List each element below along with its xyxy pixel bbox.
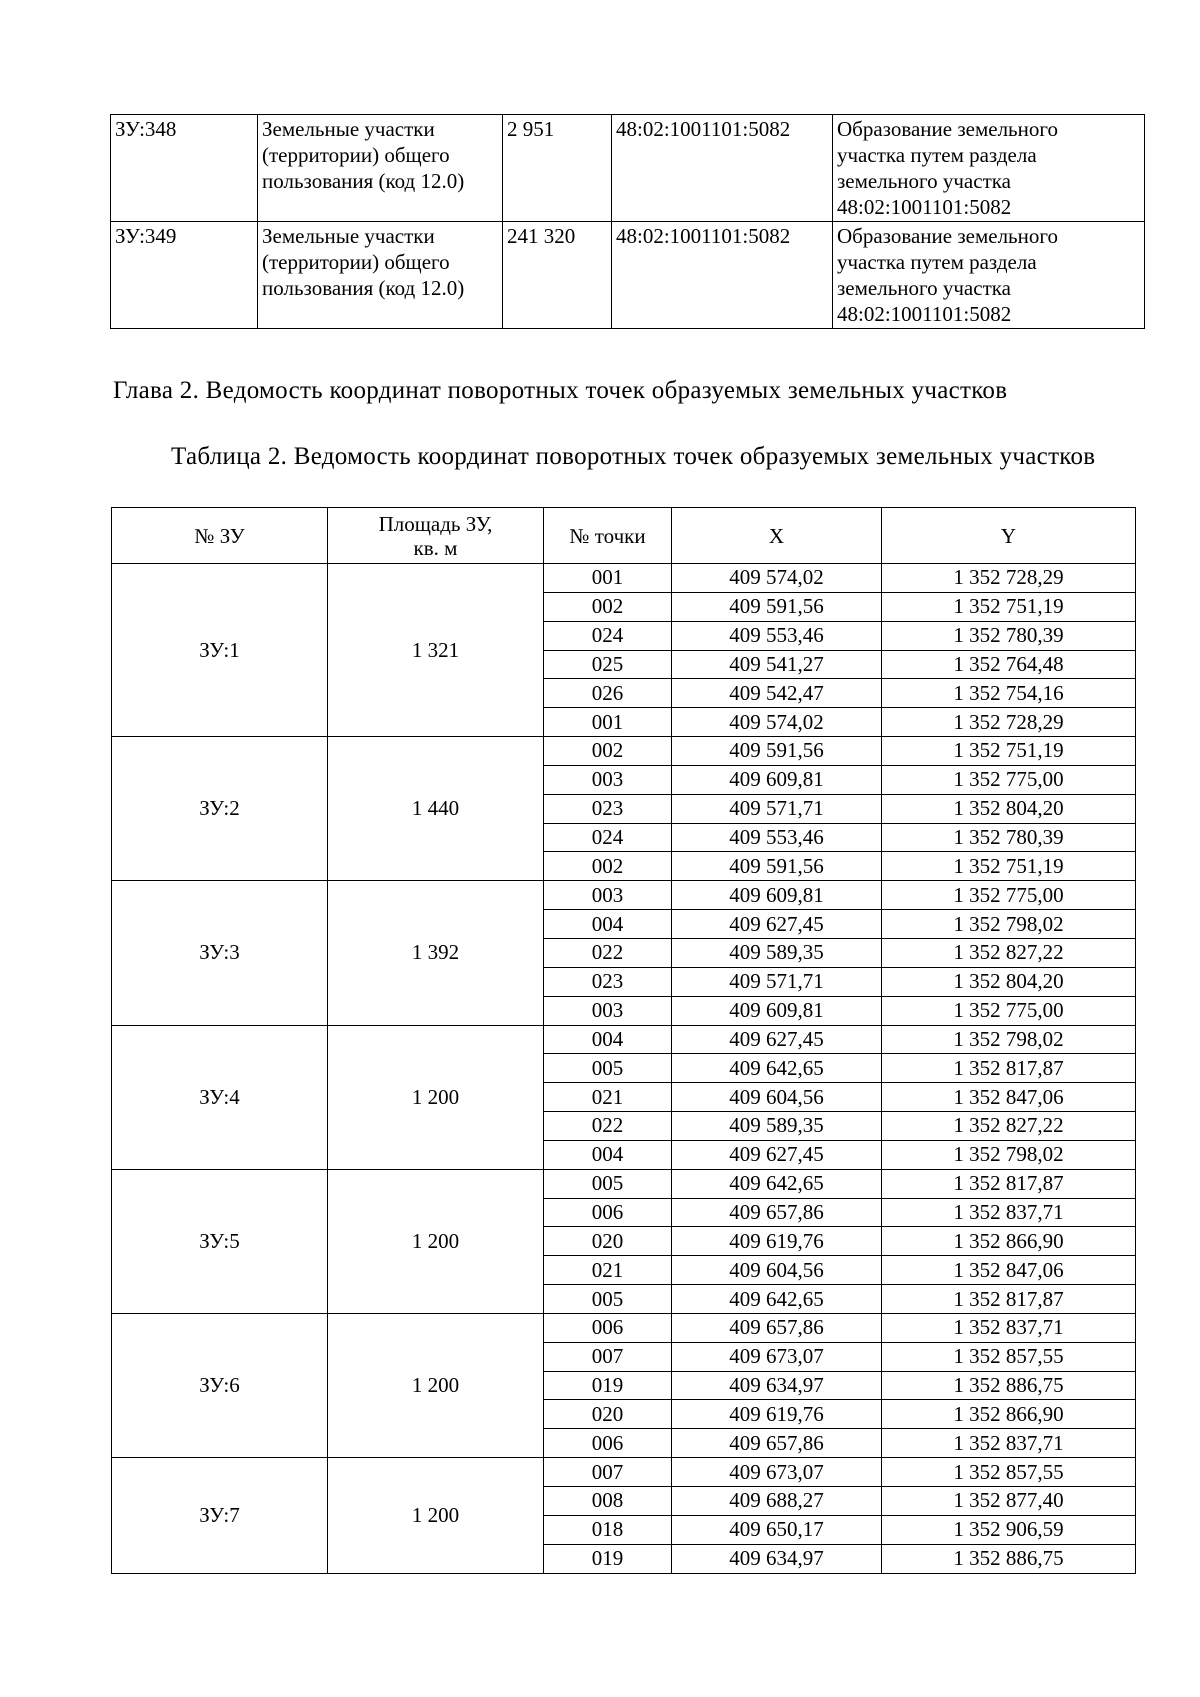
formation-method-cell <box>833 115 1145 222</box>
x-coordinate-cell: 409 589,35 <box>672 938 882 967</box>
coordinates-header-row <box>112 508 1136 564</box>
chapter-heading: Глава 2. Ведомость координат поворотных точек образуемых земельных участков <box>113 377 1008 404</box>
x-coordinate-cell: 409 642,65 <box>672 1285 882 1314</box>
y-coordinate-cell: 1 352 775,00 <box>882 765 1136 794</box>
x-coordinate-cell: 409 657,86 <box>672 1198 882 1227</box>
land-use-row <box>111 115 1145 222</box>
point-number-cell: 004 <box>544 1025 672 1054</box>
x-coordinate-cell: 409 657,86 <box>672 1429 882 1458</box>
table-row <box>112 1458 1136 1487</box>
point-number-cell: 006 <box>544 1429 672 1458</box>
x-coordinate-cell: 409 609,81 <box>672 881 882 910</box>
table-row <box>112 1025 1136 1054</box>
land-use-line: Земельные участки <box>262 224 435 248</box>
x-coordinate-cell: 409 642,65 <box>672 1169 882 1198</box>
formation-method-cell <box>833 222 1145 329</box>
plot-area-cell: 1 321 <box>328 564 544 737</box>
y-coordinate-cell: 1 352 857,55 <box>882 1342 1136 1371</box>
point-number-cell: 005 <box>544 1054 672 1083</box>
x-coordinate-cell: 409 542,47 <box>672 679 882 708</box>
y-coordinate-cell: 1 352 877,40 <box>882 1487 1136 1516</box>
y-coordinate-cell: 1 352 804,20 <box>882 967 1136 996</box>
point-number-cell: 020 <box>544 1227 672 1256</box>
x-coordinate-cell: 409 604,56 <box>672 1256 882 1285</box>
header-area <box>328 508 544 564</box>
header-y: Y <box>882 508 1136 564</box>
x-coordinate-cell: 409 619,76 <box>672 1400 882 1429</box>
point-number-cell: 024 <box>544 823 672 852</box>
y-coordinate-cell: 1 352 866,90 <box>882 1227 1136 1256</box>
point-number-cell: 006 <box>544 1313 672 1342</box>
table-row <box>112 737 1136 766</box>
coordinates-table-body <box>112 564 1136 1574</box>
y-coordinate-cell: 1 352 906,59 <box>882 1515 1136 1544</box>
plot-area-cell: 1 440 <box>328 737 544 881</box>
table-row <box>112 1169 1136 1198</box>
point-number-cell: 020 <box>544 1400 672 1429</box>
x-coordinate-cell: 409 627,45 <box>672 1140 882 1169</box>
y-coordinate-cell: 1 352 798,02 <box>882 910 1136 939</box>
plot-number-cell: ЗУ:1 <box>112 564 328 737</box>
point-number-cell: 004 <box>544 1140 672 1169</box>
formation-method-line: земельного участка <box>837 276 1011 300</box>
x-coordinate-cell: 409 553,46 <box>672 823 882 852</box>
y-coordinate-cell: 1 352 775,00 <box>882 996 1136 1025</box>
point-number-cell: 019 <box>544 1371 672 1400</box>
x-coordinate-cell: 409 571,71 <box>672 967 882 996</box>
point-number-cell: 006 <box>544 1198 672 1227</box>
x-coordinate-cell: 409 650,17 <box>672 1515 882 1544</box>
formation-method-line: участка путем раздела <box>837 250 1037 274</box>
plot-area-cell: 2 951 <box>503 115 612 222</box>
land-use-row <box>111 222 1145 329</box>
x-coordinate-cell: 409 634,97 <box>672 1371 882 1400</box>
table-row <box>112 564 1136 593</box>
x-coordinate-cell: 409 634,97 <box>672 1544 882 1573</box>
y-coordinate-cell: 1 352 751,19 <box>882 737 1136 766</box>
plot-number-cell: ЗУ:6 <box>112 1313 328 1457</box>
x-coordinate-cell: 409 604,56 <box>672 1083 882 1112</box>
point-number-cell: 023 <box>544 794 672 823</box>
point-number-cell: 007 <box>544 1342 672 1371</box>
y-coordinate-cell: 1 352 754,16 <box>882 679 1136 708</box>
point-number-cell: 001 <box>544 564 672 593</box>
point-number-cell: 002 <box>544 592 672 621</box>
point-number-cell: 021 <box>544 1083 672 1112</box>
y-coordinate-cell: 1 352 817,87 <box>882 1169 1136 1198</box>
plot-area-cell: 1 200 <box>328 1025 544 1169</box>
point-number-cell: 003 <box>544 881 672 910</box>
y-coordinate-cell: 1 352 780,39 <box>882 823 1136 852</box>
table-row <box>112 1313 1136 1342</box>
x-coordinate-cell: 409 688,27 <box>672 1487 882 1516</box>
plot-area-cell: 1 200 <box>328 1313 544 1457</box>
x-coordinate-cell: 409 642,65 <box>672 1054 882 1083</box>
y-coordinate-cell: 1 352 866,90 <box>882 1400 1136 1429</box>
point-number-cell: 008 <box>544 1487 672 1516</box>
formation-method-line: участка путем раздела <box>837 143 1037 167</box>
land-use-cell <box>258 115 503 222</box>
x-coordinate-cell: 409 609,81 <box>672 765 882 794</box>
formation-method-line: Образование земельного <box>837 117 1058 141</box>
x-coordinate-cell: 409 591,56 <box>672 852 882 881</box>
point-number-cell: 002 <box>544 737 672 766</box>
land-use-line: пользования (код 12.0) <box>262 169 465 193</box>
plot-number-cell: ЗУ:4 <box>112 1025 328 1169</box>
x-coordinate-cell: 409 627,45 <box>672 910 882 939</box>
formation-method-line: 48:02:1001101:5082 <box>837 302 1012 326</box>
point-number-cell: 025 <box>544 650 672 679</box>
plot-number-cell: ЗУ:2 <box>112 737 328 881</box>
formation-method-line: Образование земельного <box>837 224 1058 248</box>
plot-number-cell: ЗУ:5 <box>112 1169 328 1313</box>
x-coordinate-cell: 409 657,86 <box>672 1313 882 1342</box>
y-coordinate-cell: 1 352 751,19 <box>882 592 1136 621</box>
point-number-cell: 019 <box>544 1544 672 1573</box>
plot-id-cell: ЗУ:349 <box>111 222 258 329</box>
coordinates-table <box>111 507 1136 1574</box>
x-coordinate-cell: 409 591,56 <box>672 737 882 766</box>
point-number-cell: 005 <box>544 1169 672 1198</box>
y-coordinate-cell: 1 352 804,20 <box>882 794 1136 823</box>
land-use-line: (территории) общего <box>262 143 450 167</box>
y-coordinate-cell: 1 352 827,22 <box>882 938 1136 967</box>
point-number-cell: 026 <box>544 679 672 708</box>
cadastral-number-cell: 48:02:1001101:5082 <box>612 222 833 329</box>
point-number-cell: 022 <box>544 938 672 967</box>
y-coordinate-cell: 1 352 780,39 <box>882 621 1136 650</box>
point-number-cell: 024 <box>544 621 672 650</box>
plot-number-cell: ЗУ:7 <box>112 1458 328 1573</box>
y-coordinate-cell: 1 352 764,48 <box>882 650 1136 679</box>
x-coordinate-cell: 409 574,02 <box>672 564 882 593</box>
header-point-number: № точки <box>544 508 672 564</box>
land-use-line: пользования (код 12.0) <box>262 276 465 300</box>
y-coordinate-cell: 1 352 728,29 <box>882 708 1136 737</box>
y-coordinate-cell: 1 352 775,00 <box>882 881 1136 910</box>
point-number-cell: 021 <box>544 1256 672 1285</box>
plot-number-cell: ЗУ:3 <box>112 881 328 1025</box>
y-coordinate-cell: 1 352 847,06 <box>882 1256 1136 1285</box>
x-coordinate-cell: 409 627,45 <box>672 1025 882 1054</box>
plot-area-cell: 241 320 <box>503 222 612 329</box>
y-coordinate-cell: 1 352 847,06 <box>882 1083 1136 1112</box>
x-coordinate-cell: 409 574,02 <box>672 708 882 737</box>
x-coordinate-cell: 409 591,56 <box>672 592 882 621</box>
plot-id-cell: ЗУ:348 <box>111 115 258 222</box>
x-coordinate-cell: 409 589,35 <box>672 1112 882 1141</box>
x-coordinate-cell: 409 541,27 <box>672 650 882 679</box>
point-number-cell: 007 <box>544 1458 672 1487</box>
header-x: X <box>672 508 882 564</box>
formation-method-line: 48:02:1001101:5082 <box>837 195 1012 219</box>
plot-area-cell: 1 200 <box>328 1458 544 1573</box>
y-coordinate-cell: 1 352 817,87 <box>882 1285 1136 1314</box>
land-use-table <box>110 114 1145 329</box>
land-use-line: (территории) общего <box>262 250 450 274</box>
land-use-line: Земельные участки <box>262 117 435 141</box>
y-coordinate-cell: 1 352 728,29 <box>882 564 1136 593</box>
point-number-cell: 003 <box>544 765 672 794</box>
y-coordinate-cell: 1 352 837,71 <box>882 1198 1136 1227</box>
point-number-cell: 003 <box>544 996 672 1025</box>
point-number-cell: 002 <box>544 852 672 881</box>
x-coordinate-cell: 409 619,76 <box>672 1227 882 1256</box>
point-number-cell: 018 <box>544 1515 672 1544</box>
formation-method-line: земельного участка <box>837 169 1011 193</box>
x-coordinate-cell: 409 571,71 <box>672 794 882 823</box>
point-number-cell: 001 <box>544 708 672 737</box>
land-use-cell <box>258 222 503 329</box>
cadastral-number-cell: 48:02:1001101:5082 <box>612 115 833 222</box>
table-row <box>112 881 1136 910</box>
y-coordinate-cell: 1 352 886,75 <box>882 1544 1136 1573</box>
header-area-line1: Площадь ЗУ, <box>378 511 493 536</box>
y-coordinate-cell: 1 352 817,87 <box>882 1054 1136 1083</box>
x-coordinate-cell: 409 609,81 <box>672 996 882 1025</box>
y-coordinate-cell: 1 352 837,71 <box>882 1313 1136 1342</box>
point-number-cell: 005 <box>544 1285 672 1314</box>
header-area-line2: кв. м <box>413 535 458 560</box>
plot-area-cell: 1 200 <box>328 1169 544 1313</box>
x-coordinate-cell: 409 553,46 <box>672 621 882 650</box>
y-coordinate-cell: 1 352 751,19 <box>882 852 1136 881</box>
land-use-table-body <box>111 115 1145 329</box>
x-coordinate-cell: 409 673,07 <box>672 1458 882 1487</box>
y-coordinate-cell: 1 352 886,75 <box>882 1371 1136 1400</box>
y-coordinate-cell: 1 352 857,55 <box>882 1458 1136 1487</box>
point-number-cell: 022 <box>544 1112 672 1141</box>
x-coordinate-cell: 409 673,07 <box>672 1342 882 1371</box>
y-coordinate-cell: 1 352 798,02 <box>882 1140 1136 1169</box>
point-number-cell: 023 <box>544 967 672 996</box>
table-caption: Таблица 2. Ведомость координат поворотных точек образуемых земельных участков <box>171 443 1096 470</box>
plot-area-cell: 1 392 <box>328 881 544 1025</box>
y-coordinate-cell: 1 352 798,02 <box>882 1025 1136 1054</box>
point-number-cell: 004 <box>544 910 672 939</box>
header-zu-number: № ЗУ <box>112 508 328 564</box>
y-coordinate-cell: 1 352 837,71 <box>882 1429 1136 1458</box>
y-coordinate-cell: 1 352 827,22 <box>882 1112 1136 1141</box>
